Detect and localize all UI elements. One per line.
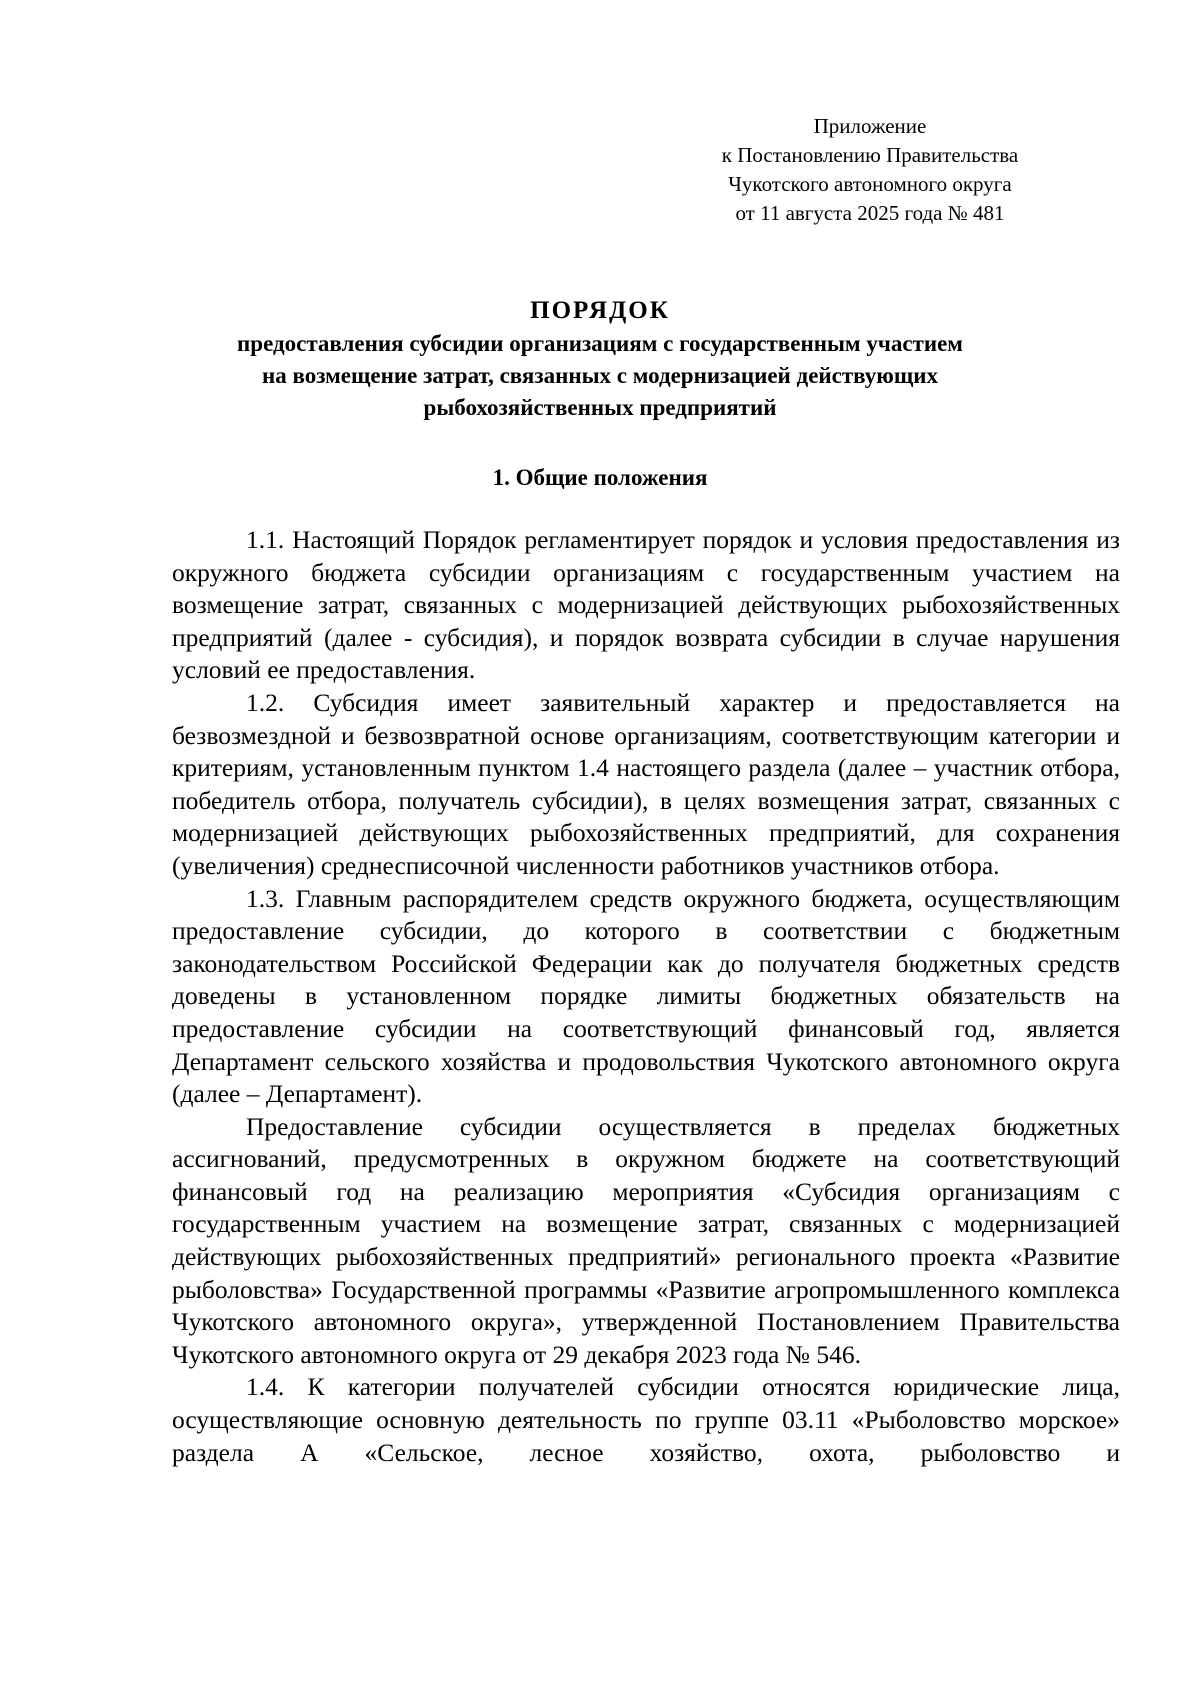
document-body: [172, 524, 1120, 1469]
paragraph-1-3: 1.3. Главным распорядителем средств окружного бюджета, осуществляющим предоставление субсидии, до которого в соответствии с бюджетным законодательством Российской Федерации как до получателя бюджетных средств доведены в установленном порядке лимиты бюджетных обязательств на предоставление субсидии на соответствующий финансовый год, является Департамент сельского хозяйства и продовольствия Чукотского автономного округа (далее – Департамент).: [172, 883, 1120, 1109]
paragraph-1-4: 1.4. К категории получателей субсидии относятся юридические лица, осуществляющие основную деятельность по группе 03.11 «Рыболовство морское» раздела А «Сельское, лесное хозяйство, охота, рыболовство и: [172, 1372, 1120, 1467]
subtitle-line: предоставления субсидии организациям с государственным участием: [237, 331, 963, 356]
appendix-line: от 11 августа 2025 года № 481: [735, 201, 1005, 225]
document-title: ПОРЯДОК: [530, 297, 670, 324]
appendix-line: Приложение: [813, 114, 927, 138]
document-subtitle: [150, 328, 1050, 424]
paragraph-1-2: 1.2. Субсидия имеет заявительный характер и предоставляется на безвозмездной и безвозвратной основе организациям, соответствующим категории и критериям, установленным пунктом 1.4 настоящего раздела (далее – участник отбора, победитель отбора, получатель субсидии), в целях возмещения затрат, связанных с модернизацией действующих рыбохозяйственных предприятий, для сохранения (увеличения) среднесписочной численности работников участников отбора.: [172, 687, 1120, 880]
appendix-line: Чукотского автономного округа: [728, 172, 1012, 196]
section-heading: 1. Общие положения: [492, 465, 708, 490]
paragraph-1-1: 1.1. Настоящий Порядок регламентирует порядок и условия предоставления из окружного бюджета субсидии организациям с государственным участием на возмещение затрат, связанных с модернизацией действующих рыбохозяйственных предприятий (далее - субсидия), и порядок возврата субсидии в случае нарушения условий ее предоставления.: [172, 525, 1120, 685]
appendix-block: [690, 112, 1050, 228]
subtitle-line: рыбохозяйственных предприятий: [423, 395, 777, 420]
title-block: [150, 294, 1050, 424]
paragraph-1-3-cont: Предоставление субсидии осуществляется в пределах бюджетных ассигнований, предусмотренных в окружном бюджете на соответствующий финансовый год на реализацию мероприятия «Субсидия организациям с государственным участием на возмещение затрат, связанных с модернизацией действующих рыбохозяйственных предприятий» регионального проекта «Развитие рыболовства» Государственной программы «Развитие агропромышленного комплекса Чукотского автономного округа», утвержденной Постановлением Правительства Чукотского автономного округа от 29 декабря 2023 года № 546.: [172, 1111, 1120, 1369]
subtitle-line: на возмещение затрат, связанных с модернизацией действующих: [261, 363, 939, 388]
appendix-line: к Постановлению Правительства: [721, 143, 1019, 167]
